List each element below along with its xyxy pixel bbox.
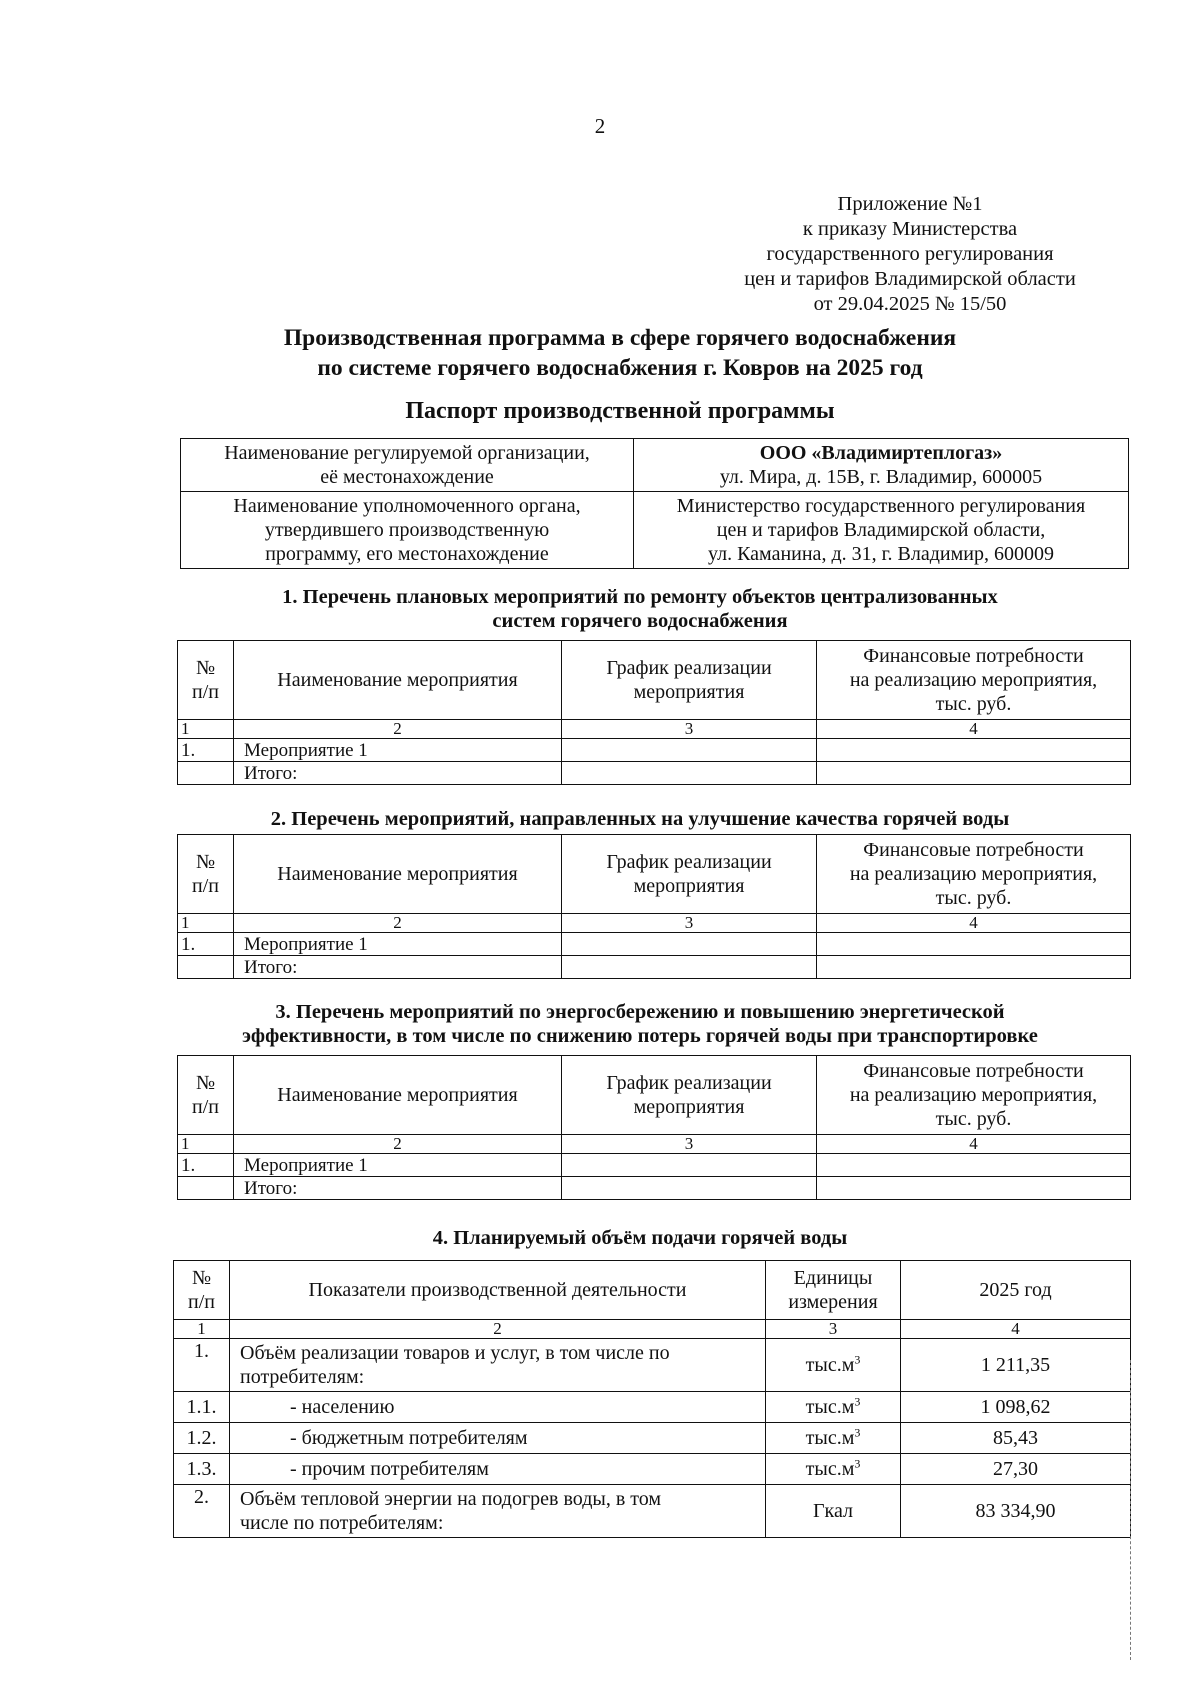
passport-value — [634, 492, 1129, 569]
header-event-name: Наименование мероприятия — [234, 641, 562, 720]
header-num — [178, 1056, 234, 1135]
row-indicator-line: Объём реализации товаров и услуг, в том числе по — [240, 1342, 670, 1364]
column-index: 4 — [817, 1135, 1131, 1154]
row-event-name: Мероприятие 1 — [234, 933, 562, 956]
column-index: 2 — [234, 720, 562, 739]
row-indicator: - бюджетным потребителям — [230, 1423, 766, 1454]
appendix-line: к приказу Министерства — [802, 218, 1018, 240]
row-finance — [817, 739, 1131, 762]
row-indicator-line: числе по потребителям: — [240, 1512, 444, 1534]
header-schedule — [562, 641, 817, 720]
unit-text: тыс.м — [805, 1354, 855, 1376]
table-row — [174, 1392, 1131, 1423]
header-event-name: Наименование мероприятия — [234, 1056, 562, 1135]
section-3-title — [160, 1000, 1120, 1048]
appendix-line: государственного регулирования — [766, 243, 1054, 265]
header-num-line: п/п — [192, 875, 219, 897]
row-value: 85,43 — [901, 1423, 1131, 1454]
row-num — [178, 1177, 234, 1200]
row-finance — [817, 933, 1131, 956]
header-num-line: п/п — [192, 1096, 219, 1118]
section-2-title — [160, 807, 1120, 831]
column-index: 2 — [234, 1135, 562, 1154]
document-title-line: Производственная программа в сфере горячего водоснабжения — [283, 325, 957, 351]
header-num — [174, 1261, 230, 1320]
row-schedule — [562, 933, 817, 956]
column-index: 4 — [901, 1320, 1131, 1339]
header-schedule-line: мероприятия — [633, 1096, 745, 1118]
header-num — [178, 835, 234, 914]
header-finance-line: Финансовые потребности — [863, 839, 1084, 861]
header-finance — [817, 835, 1131, 914]
document-title — [180, 323, 1060, 383]
header-num-line: № — [191, 1267, 212, 1289]
header-finance — [817, 1056, 1131, 1135]
column-index: 3 — [562, 914, 817, 933]
section-1-title — [160, 585, 1120, 633]
column-index: 1 — [178, 720, 234, 739]
header-finance-line: тыс. руб. — [935, 693, 1012, 715]
column-index: 1 — [178, 914, 234, 933]
row-num: 1. — [178, 1154, 234, 1177]
total-row — [178, 1177, 1131, 1200]
unit-superscript: 3 — [854, 1352, 861, 1367]
section-title-line: 2. Перечень мероприятий, направленных на улучшение качества горячей воды — [270, 808, 1010, 830]
row-indicator-line: потребителям: — [240, 1366, 365, 1388]
passport-label-line: Наименование уполномоченного органа, — [233, 495, 581, 517]
column-index: 2 — [234, 914, 562, 933]
appendix-line: цен и тарифов Владимирской области — [744, 268, 1076, 290]
header-schedule-line: График реализации — [606, 657, 772, 679]
row-indicator: - населению — [230, 1392, 766, 1423]
passport-label — [181, 439, 634, 492]
row-value: 1 098,62 — [901, 1392, 1131, 1423]
header-num-line: п/п — [192, 681, 219, 703]
section-title-line: 1. Перечень плановых мероприятий по ремонту объектов централизованных — [282, 586, 998, 608]
row-num: 1.2. — [174, 1423, 230, 1454]
row-value: 27,30 — [901, 1454, 1131, 1485]
header-num-line: п/п — [188, 1291, 215, 1313]
section-title-line: систем горячего водоснабжения — [492, 610, 788, 632]
row-finance — [817, 762, 1131, 785]
header-finance-line: тыс. руб. — [935, 887, 1012, 909]
column-index-row — [178, 1135, 1131, 1154]
header-schedule-line: График реализации — [606, 1072, 772, 1094]
table-header-row — [178, 835, 1131, 914]
table-row — [174, 1485, 1131, 1538]
row-num: 1. — [178, 933, 234, 956]
header-finance-line: на реализацию мероприятия, — [849, 669, 1098, 691]
total-label: Итого: — [234, 1177, 562, 1200]
row-schedule — [562, 739, 817, 762]
row-schedule — [562, 956, 817, 979]
header-finance-line: Финансовые потребности — [863, 1060, 1084, 1082]
header-year: 2025 год — [901, 1261, 1131, 1320]
section-4-title: 4. Планируемый объём подачи горячей воды — [432, 1227, 848, 1249]
table-header-row — [178, 1056, 1131, 1135]
table-row — [178, 739, 1131, 762]
total-label: Итого: — [234, 762, 562, 785]
column-index-row — [178, 914, 1131, 933]
header-unit-line: измерения — [788, 1291, 878, 1313]
row-indicator — [230, 1485, 766, 1538]
appendix-line: Приложение №1 — [837, 193, 983, 215]
row-value: 1 211,35 — [901, 1339, 1131, 1392]
authority-address: ул. Каманина, д. 31, г. Владимир, 600009 — [708, 543, 1054, 565]
row-unit — [766, 1454, 901, 1485]
row-event-name: Мероприятие 1 — [234, 739, 562, 762]
row-num — [178, 762, 234, 785]
appendix-block — [700, 192, 1120, 317]
authority-name-line: Министерство государственного регулирования — [676, 495, 1086, 517]
column-index-row — [178, 720, 1131, 739]
unit-text: тыс.м — [805, 1458, 855, 1480]
page-number: 2 — [594, 114, 606, 138]
row-unit — [766, 1392, 901, 1423]
header-num — [178, 641, 234, 720]
column-index: 3 — [562, 720, 817, 739]
column-index: 4 — [817, 914, 1131, 933]
row-num: 1. — [178, 739, 234, 762]
passport-label-line: утвердившего производственную — [264, 519, 550, 541]
row-finance — [817, 1154, 1131, 1177]
row-unit — [766, 1423, 901, 1454]
table-header-row — [178, 641, 1131, 720]
unit-text: тыс.м — [805, 1427, 855, 1449]
header-unit-line: Единицы — [793, 1267, 873, 1289]
header-schedule-line: мероприятия — [633, 875, 745, 897]
section-3-table — [177, 1055, 1131, 1200]
scan-margin-marks — [1130, 1360, 1143, 1660]
column-index: 1 — [174, 1320, 230, 1339]
header-finance-line: на реализацию мероприятия, — [849, 863, 1098, 885]
row-unit — [766, 1339, 901, 1392]
unit-text: тыс.м — [805, 1396, 855, 1418]
row-schedule — [562, 1154, 817, 1177]
row-num: 1.3. — [174, 1454, 230, 1485]
section-title-line: 3. Перечень мероприятий по энергосбережению и повышению энергетической — [275, 1001, 1005, 1023]
passport-label — [181, 492, 634, 569]
table-row — [174, 1339, 1131, 1392]
column-index: 1 — [178, 1135, 234, 1154]
column-index: 3 — [562, 1135, 817, 1154]
row-indicator-line: Объём тепловой энергии на подогрев воды, в том — [240, 1488, 662, 1510]
table-row — [178, 933, 1131, 956]
header-indicator: Показатели производственной деятельности — [230, 1261, 766, 1320]
table-row — [178, 1154, 1131, 1177]
organization-name: ООО «Владимиртеплогаз» — [759, 442, 1003, 464]
header-unit — [766, 1261, 901, 1320]
row-num: 1.1. — [174, 1392, 230, 1423]
header-schedule-line: График реализации — [606, 851, 772, 873]
header-num-line: № — [195, 657, 216, 679]
header-finance-line: на реализацию мероприятия, — [849, 1084, 1098, 1106]
passport-table — [180, 438, 1129, 569]
section-2-table — [177, 834, 1131, 979]
header-finance-line: тыс. руб. — [935, 1108, 1012, 1130]
section-title-line: эффективности, в том числе по снижению потерь горячей воды при транспортировке — [242, 1025, 1038, 1047]
row-num: 1. — [174, 1339, 230, 1392]
row-event-name: Мероприятие 1 — [234, 1154, 562, 1177]
passport-value — [634, 439, 1129, 492]
passport-row — [181, 439, 1129, 492]
passport-label-line: её местонахождение — [320, 466, 494, 488]
row-num: 2. — [174, 1485, 230, 1538]
unit-superscript: 3 — [854, 1394, 861, 1409]
column-index: 2 — [230, 1320, 766, 1339]
row-indicator: - прочим потребителям — [230, 1454, 766, 1485]
row-schedule — [562, 762, 817, 785]
document-title-line: по системе горячего водоснабжения г. Ковров на 2025 год — [317, 355, 923, 381]
appendix-line: от 29.04.2025 № 15/50 — [813, 293, 1007, 315]
header-finance-line: Финансовые потребности — [863, 645, 1084, 667]
section-4-table — [173, 1260, 1131, 1538]
total-label: Итого: — [234, 956, 562, 979]
table-row — [174, 1454, 1131, 1485]
column-index-row — [174, 1320, 1131, 1339]
row-schedule — [562, 1177, 817, 1200]
unit-superscript: 3 — [854, 1425, 861, 1440]
row-finance — [817, 956, 1131, 979]
row-finance — [817, 1177, 1131, 1200]
passport-label-line: программу, его местонахождение — [265, 543, 549, 565]
passport-title: Паспорт производственной программы — [405, 398, 835, 424]
row-indicator — [230, 1339, 766, 1392]
header-schedule-line: мероприятия — [633, 681, 745, 703]
row-unit: Гкал — [766, 1485, 901, 1538]
organization-address: ул. Мира, д. 15В, г. Владимир, 600005 — [719, 466, 1043, 488]
column-index: 3 — [766, 1320, 901, 1339]
header-finance — [817, 641, 1131, 720]
total-row — [178, 956, 1131, 979]
passport-label-line: Наименование регулируемой организации, — [224, 442, 590, 464]
authority-name-line: цен и тарифов Владимирской области, — [716, 519, 1046, 541]
header-num-line: № — [195, 1072, 216, 1094]
column-index: 4 — [817, 720, 1131, 739]
header-schedule — [562, 1056, 817, 1135]
row-value: 83 334,90 — [901, 1485, 1131, 1538]
header-num-line: № — [195, 851, 216, 873]
passport-row — [181, 492, 1129, 569]
unit-superscript: 3 — [854, 1456, 861, 1471]
row-num — [178, 956, 234, 979]
table-row — [174, 1423, 1131, 1454]
section-1-table — [177, 640, 1131, 785]
header-schedule — [562, 835, 817, 914]
total-row — [178, 762, 1131, 785]
table-header-row — [174, 1261, 1131, 1320]
header-event-name: Наименование мероприятия — [234, 835, 562, 914]
